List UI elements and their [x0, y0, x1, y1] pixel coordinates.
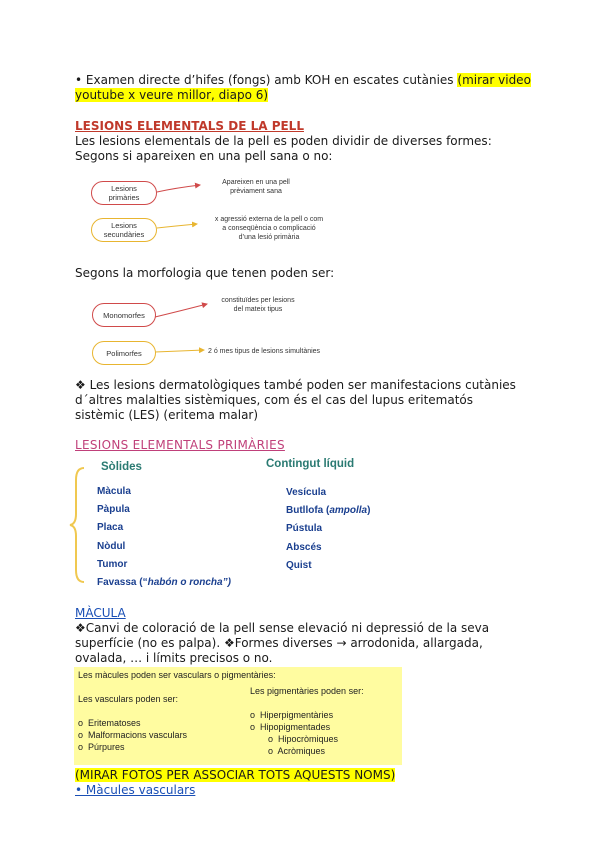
- bullet: •: [75, 73, 83, 87]
- note-secundaries-b: a conseqüència o complicació: [222, 225, 316, 232]
- pill-monomorfes-label: Monomorfes: [103, 310, 145, 320]
- pill-secundaries-b: secundàries: [103, 230, 145, 239]
- bullet-o: o: [250, 710, 256, 720]
- butllofa-a: Butllofa (: [286, 505, 330, 516]
- col-head-solides: Sòlides: [101, 461, 142, 473]
- pill-polimorfes-label: Polimorfes: [106, 348, 142, 358]
- box-vasc-head: Les vasculars poden ser:: [78, 694, 179, 704]
- pill-primaries-a: Lesions: [111, 184, 137, 193]
- favassa-b: habón o roncha”): [147, 577, 231, 588]
- box-question: Les màcules poden ser vasculars o pigmentàries:: [78, 670, 276, 680]
- footer-highlight: (MIRAR FOTOS PER ASSOCIAR TOTS AQUESTS NOMS): [75, 768, 396, 782]
- note-monomorfes-a: constituïdes per lesions: [221, 297, 295, 304]
- section1-line-1: Les lesions elementals de la pell es poden dividir de diverses formes:: [75, 134, 492, 148]
- solid-papula: Pàpula: [97, 504, 130, 515]
- box-vasc-2: [78, 730, 187, 741]
- liquid-pustula: Pústula: [286, 523, 323, 534]
- link-macules-vasculars[interactable]: • Màcules vasculars: [75, 783, 196, 797]
- solid-macula: Màcula: [97, 486, 131, 497]
- macula-line-2: superfície (no es palpa). ❖Formes diverses → arrodonida, allargada,: [75, 636, 483, 650]
- solid-placa: Placa: [97, 522, 124, 533]
- macula-line-3: ovalada, … i límits precisos o no.: [75, 651, 273, 665]
- box-pig-sub-2: [268, 746, 325, 757]
- note-secundaries-c: d’una lesió primària: [238, 234, 300, 241]
- arrow-monomorfes: [155, 304, 207, 317]
- note-primaries-b: prèviament sana: [230, 188, 282, 195]
- pig-sub-2: Acròmiques: [277, 746, 326, 756]
- note-primaries: [206, 178, 306, 196]
- liquid-vesicula: Vesícula: [286, 487, 327, 498]
- col-head-liquid: Contingut líquid: [266, 458, 355, 470]
- box-pig-sub-1: [268, 734, 338, 745]
- note-monomorfes: [208, 296, 308, 314]
- pig-sub-1: Hipocròmiques: [278, 734, 339, 744]
- favassa-a: Favassa (“: [97, 577, 148, 588]
- note-secundaries-a: x agressió externa de la pell o com: [214, 216, 324, 223]
- note-primaries-a: Apareixen en una pell: [222, 179, 290, 186]
- box-pig-head: Les pigmentàries poden ser:: [250, 686, 364, 696]
- butllofa-close: ): [367, 505, 371, 516]
- arrow-primaries: [157, 185, 200, 192]
- intro-text: Examen directe d’hifes (fongs) amb KOH en escates cutànies: [85, 73, 454, 87]
- section-title-primaries: LESIONS ELEMENTALS PRIMÀRIES: [75, 438, 285, 452]
- section-title-lesions: LESIONS ELEMENTALS DE LA PELL: [75, 119, 304, 133]
- box-vasc-1: [78, 718, 141, 729]
- intro-highlight-a: (mirar video: [457, 73, 531, 87]
- solid-nodul: Nòdul: [97, 541, 126, 552]
- footer-highlight-line: [75, 768, 395, 783]
- section-title-macula: MÀCULA: [75, 606, 126, 620]
- bullet-o: o: [268, 746, 274, 756]
- macula-line-1: ❖Canvi de coloració de la pell sense elevació ni depressió de la seva: [75, 621, 490, 635]
- box-pig-1: [250, 710, 333, 721]
- paragraph-line-3: sistèmic (LES) (eritema malar): [75, 408, 259, 422]
- solid-favassa: [97, 577, 231, 588]
- paragraph-line-2: d´altres malalties sistèmiques, com és el cas del lupus eritematós: [75, 393, 474, 407]
- butllofa-ampolla: ampolla: [329, 505, 368, 516]
- note-polimorfes: 2 ó mes tipus de lesions simultànies: [208, 348, 321, 355]
- curly-brace: [68, 466, 88, 584]
- pig-2: Hipopigmentades: [260, 722, 331, 732]
- box-vasc-3: [78, 742, 125, 753]
- liquid-quist: Quist: [286, 560, 312, 571]
- bullet-o: o: [78, 718, 84, 728]
- vasc-2: Malformacions vasculars: [88, 730, 188, 740]
- pill-secundaries-a: Lesions: [111, 221, 137, 230]
- pill-polimorfes: [92, 341, 156, 365]
- liquid-absces: Abscés: [286, 542, 322, 553]
- bullet-o: o: [78, 742, 84, 752]
- vasc-3: Púrpures: [88, 742, 125, 752]
- arrow-secundaries: [157, 224, 197, 228]
- vasc-1: Eritematoses: [88, 718, 141, 728]
- note-monomorfes-b: del mateix tipus: [233, 306, 283, 313]
- note-secundaries: [194, 215, 344, 242]
- section2-line: Segons la morfologia que tenen poden ser:: [75, 266, 335, 280]
- solid-tumor: Tumor: [97, 559, 128, 570]
- pill-monomorfes: [92, 303, 156, 327]
- bullet-o: o: [250, 722, 256, 732]
- box-pig-2: [250, 722, 330, 733]
- pig-1: Hiperpigmentàries: [260, 710, 334, 720]
- arrow-polimorfes: [155, 350, 204, 352]
- intro-highlight-b: youtube x veure millor, diapo 6): [75, 88, 269, 102]
- bullet-o: o: [268, 734, 274, 744]
- liquid-butllofa: [286, 505, 370, 516]
- bullet-o: o: [78, 730, 84, 740]
- pill-primaries-b: primàries: [108, 193, 140, 202]
- paragraph-line-1: ❖ Les lesions dermatològiques també poden ser manifestacions cutànies: [75, 378, 516, 392]
- section1-line-2: Segons si apareixen en una pell sana o no:: [75, 149, 333, 163]
